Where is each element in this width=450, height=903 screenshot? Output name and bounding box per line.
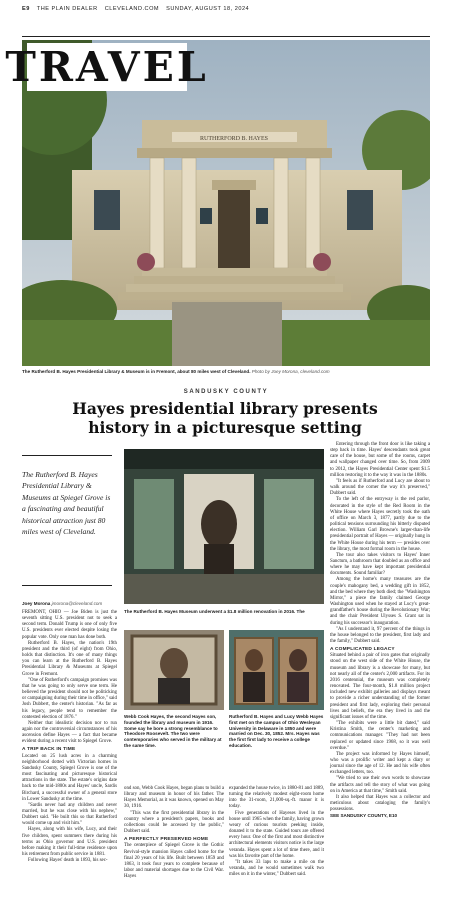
jump-line[interactable]: SEE SANDUSKY COUNTY, E10 — [330, 813, 398, 819]
site-name: CLEVELAND.COM — [104, 6, 160, 12]
byline — [22, 601, 117, 606]
webb-hayes-portrait — [124, 630, 224, 710]
paragraph: "Sardis never had any children and never married, but he was close with his nephew," Dubbert said. "He built this so that Rutherford would come up and visit him." — [22, 802, 117, 827]
museum-caption — [124, 609, 324, 615]
paragraph: To the left of the entryway is the red parlor, decorated in the style of the Red Room in the White House where Hayes secretly took the oath of office on March 3, 1877, partly due to the political tensions surrounding his bitterly disputed election. William Garl Browne's larger-than-life presidential portrait of Hayes — originally hung in the White House during his term — presides over the library, the most formal room in the house. — [330, 497, 430, 552]
hero-caption-text: The Rutherford B. Hayes Presidential Library & Museum is in Fremont, about 80 miles west of Cleveland. — [22, 369, 251, 374]
body-column-4 — [330, 442, 430, 820]
paragraph: "As I understand it, 97 percent of the things in the house belonged to the president, first lady and the family," Dubbert said. — [330, 626, 430, 644]
body-column-1 — [22, 610, 117, 864]
section-masthead — [5, 43, 209, 91]
page-header — [22, 6, 430, 18]
building-sign-text: RUTHERFORD B. HAYES — [200, 136, 268, 142]
issue-date: SUNDAY, AUGUST 18, 2024 — [166, 6, 250, 12]
paragraph: Neither that idealistic decision nor to run again nor the controversial circumstances of his ascension define Hayes — a fact that became evident during a recent visit to Spiegel Grove. — [22, 720, 117, 745]
paragraph: "One of Rutherford's campaign promises was that he was going to only serve one term. He believed the president should not be politicking or campaigning during their time in office," said Josh Dubbert, the center's historian. "As far as his legacy, people tend to remember the contested election of 1876." — [22, 677, 117, 720]
body-column-3 — [229, 786, 324, 878]
paragraph: Located on 25 lush acres in a charming neighborhood dotted with Victorian homes in Sandusky County, Spiegel Grove is one of the most fascinating and picturesque historical attractions in the state. The estate's origins date back to the mid-1800s and Hayes' uncle, Sardis Birchard, a successful owner of a general store in Lower Sandusky at the time. — [22, 753, 117, 802]
section-title: TRAVEL — [5, 43, 209, 91]
hayes-couple-portrait — [229, 630, 324, 710]
paragraph: Five generations of Hayeses lived in the house until 1965 when the family, having grown weary of curious tourists peeking inside, donated it to the state. Guided tours are offered every hour. One of the first and most distinctive architectural elements visitors notice is the large veranda. Hayes spent a lot of time there, and it was his favorite part of the home. — [229, 810, 324, 859]
pull-quote: The Rutherford B. Hayes Presidential Library & Museums at Spiegel Grove is a fascinating and beautiful historical attraction just 80 miles west of Cleveland. — [22, 470, 111, 537]
subhead: A PERFECTLY PRESERVED HOME — [124, 837, 209, 843]
pull-quote-rule-bottom — [22, 585, 112, 586]
paragraph: ond son, Webb Cook Hayes, began plans to build a library and museum in honor of his father. The Hayes Memorial, as it was known, opened on May 30, 1916. — [124, 786, 224, 810]
museum-caption-text: The Rutherford B. Hayes Museum underwent a $1.8 million renovation in 2016. The — [124, 609, 305, 614]
paragraph: The tour also takes visitors to Hayes' Inner Sanctum, a bathroom that doubled as an office and where he may have kept important presidential documents. Sound familiar? — [330, 552, 430, 577]
paragraph: The project was informed by Hayes himself, who was a prolific writer and kept a diary or journal since the age of 12. He and his wife often exchanged letters, too. — [330, 751, 430, 776]
hero-caption — [22, 369, 430, 374]
header-rule — [22, 36, 430, 37]
page-number: E9 — [22, 6, 30, 12]
paper-name: THE PLAIN DEALER — [36, 6, 98, 12]
byline-email: jmorona@cleveland.com — [51, 601, 103, 606]
paragraph: Rutherford B. Hayes, the nation's 19th president and the third (of eight) from Ohio, holds that distinction. It's one of many things you can learn at the Rutherford B. Hayes Presidential Library & Museums at Spiegel Grove in Fremont. — [22, 640, 117, 677]
paragraph: The centerpiece of Spiegel Grove is the Gothic Revival-style mansion Hayes called home for the final 20 years of his life. Built between 1859 and 1863, it took four years to complete because of labor and material shortages due to the Civil War. Hayes — [124, 843, 224, 880]
paragraph: "The exhibits were a little bit dated," said Kristina Smith, the center's marketing and communications manager. "They had not been replaced or updated since 1968, so it was well overdue." — [330, 721, 430, 751]
paragraph: expanded the house twice, in 1880-81 and 1889, turning the relatively modest eight-room home into the 31-room, 21,000-sq.-ft. manor it is today. — [229, 786, 324, 810]
subhead: A COMPLICATED LEGACY — [330, 647, 395, 653]
pull-quote-rule-top — [22, 455, 112, 456]
article-headline: Hayes presidential library presents history in a picturesque setting — [72, 399, 378, 437]
paragraph: FREMONT, OHIO — Joe Biden is just the seventh sitting U.S. president not to seek a second term. Donald Trump is one of only five U.S. presidents ever elected despite losing the popular vote. Only one man has done both. — [22, 610, 117, 640]
paragraph: Situated behind a pair of iron gates that originally stood on the west side of the White House, the museum and library is a showcase for many, but not nearly all of the center's 2,000 artifacts. For its 2016 centennial, the museum was completely renovated. The four-month, $1.8 million project included new exhibit galleries and displays meant to provide a richer understanding of the former president and first lady, exploring their personal lives and beliefs, the era they lived in and the significant issues of the time. — [330, 653, 430, 720]
couple-caption-text: Rutherford B. Hayes and Lucy Webb Hayes first met on the campus of Ohio Wesleyan University in Delaware in 1850 and were married on Dec. 30, 1852. Mrs. Hayes was the first first lady to receive a college education. — [229, 714, 324, 748]
paragraph: Following Hayes' death in 1893, his sec- — [28, 858, 108, 864]
couple-caption — [229, 714, 324, 749]
paragraph: It also helped that Hayes was a collector and meticulous about cataloging the family's possessions. — [330, 794, 430, 813]
paragraph: "This was the first presidential library in the country where a president's papers, books and collections could be accessed by the public," Dubbert said. — [124, 810, 224, 835]
body-column-2 — [124, 786, 224, 880]
article-kicker: SANDUSKY COUNTY — [183, 389, 269, 395]
subhead: A TRIP BACK IN TIME — [22, 747, 76, 753]
paragraph: "It takes 33 laps to make a mile on the veranda, and he would sometimes walk two miles on it in the winter," Dubbert said. — [229, 859, 324, 878]
portrait-caption — [124, 714, 224, 749]
paragraph: Among the home's many treasures are the couple's mahogany bed, a wedding gift in 1852, and the bed where they both died; the "Washington Mirror," a piece the family claimed George Washington used when he stayed at Lucy's great-grandfather's house during the Revolutionary War; and the chair President Ulysses S. Grant sat in during his successor's inauguration. — [330, 577, 430, 626]
hero-photo-credit: Photo by Joey Morona, cleveland.com — [251, 369, 330, 374]
paragraph: "It feels as if Rutherford and Lucy are about to walk around the corner the way it's preserved," Dubbert said. — [330, 478, 430, 497]
museum-interior-photo — [124, 449, 324, 604]
paragraph: Entering through the front door is like taking a step back in time. Hayes' descendants took great care of the house, but some of the rooms, carpet and wallpaper changed over time. So, from 2009 to 2012, the Hayes Presidential Center spent $1.5 million restoring it to the way it was in the 1880s. — [330, 442, 430, 478]
paragraph: "We tried to use their own words to showcase the artifacts and tell the story of what was going on in America at that time," Smith said. — [330, 776, 430, 794]
portrait-caption-text: Webb Cook Hayes, the second Hayes son, founded the library and museum in 1916. Some say he bore a strong resemblance to Theodore Roosevelt. The two were contemporaries who served in the military at the same time. — [124, 714, 222, 748]
paragraph: Hayes, along with his wife, Lucy, and their five children, spent summers there during his terms as Ohio governor and U.S. president before making it their full-time residence upon his retirement from public service in 1881. — [22, 827, 117, 858]
byline-name: Joey Morona — [22, 601, 51, 606]
